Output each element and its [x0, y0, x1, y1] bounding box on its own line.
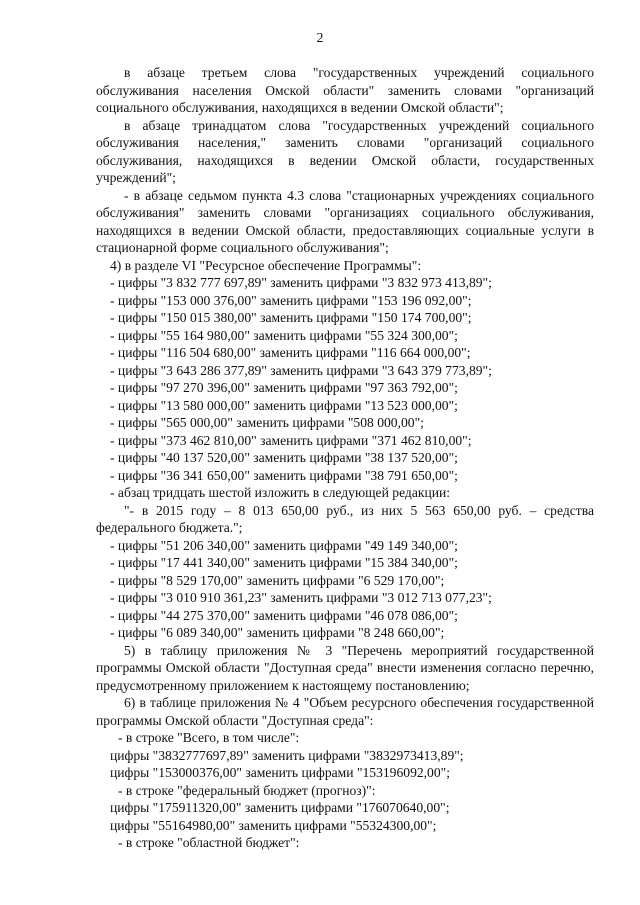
digits-list-2	[96, 537, 594, 642]
list-item: - цифры "3 010 910 361,23" заменить цифрами "3 012 713 077,23";	[110, 590, 492, 605]
list-item: - цифры "40 137 520,00" заменить цифрами "38 137 520,00";	[110, 450, 458, 465]
list-item: - цифры "36 341 650,00" заменить цифрами "38 791 650,00";	[110, 467, 458, 483]
item-6: 6) в таблице приложения № 4 "Объем ресурсного обеспечения государственной программы Омской области "Доступная среда":	[96, 695, 594, 728]
row-federal-line: цифры "175911320,00" заменить цифрами "176070640,00";	[110, 800, 450, 815]
row-total-heading: - в строке "Всего, в том числе":	[118, 730, 300, 745]
row-federal-heading: - в строке "федеральный бюджет (прогноз)":	[118, 782, 376, 798]
digits-list-1	[96, 274, 594, 484]
list-item: - цифры "8 529 170,00" заменить цифрами "6 529 170,00";	[110, 572, 445, 588]
list-item: - цифры "17 441 340,00" заменить цифрами "15 384 340,00";	[110, 555, 458, 570]
row-total-line: цифры "3832777697,89" заменить цифрами "3832973413,89";	[110, 747, 464, 763]
row-total-line: цифры "153000376,00" заменить цифрами "153196092,00";	[110, 765, 450, 780]
list-item: - цифры "51 206 340,00" заменить цифрами "49 149 340,00";	[110, 537, 458, 553]
paragraph-abzac-3: в абзаце третьем слова "государственных учреждений социального обслуживания населения Омской области" заменить словами "организаций социального обслуживания, находящихся в ведении Омской области";	[96, 65, 594, 115]
page-number: 2	[316, 31, 324, 46]
paragraph-abzac-13: в абзаце тринадцатом слова "государственных учреждений социального обслуживания населения," заменить словами "организаций социального обслуживания, находящихся в ведении Омской области, государственных учреждений";	[96, 117, 594, 185]
list-item: - цифры "13 580 000,00" заменить цифрами "13 523 000,00";	[110, 397, 458, 413]
list-item: - цифры "116 504 680,00" заменить цифрами "116 664 000,00";	[110, 345, 471, 360]
list-item: - цифры "3 643 286 377,89" заменить цифрами "3 643 379 773,89";	[110, 362, 492, 378]
row-federal-line: цифры "55164980,00" заменить цифрами "55324300,00";	[110, 817, 437, 833]
list-item: - цифры "373 462 810,00" заменить цифрами "371 462 810,00";	[110, 432, 472, 448]
list-item: - цифры "3 832 777 697,89" заменить цифрами "3 832 973 413,89";	[110, 275, 492, 290]
list-item: - цифры "150 015 380,00" заменить цифрами "150 174 700,00";	[110, 310, 472, 325]
item-5: 5) в таблицу приложения № 3 "Перечень мероприятий государственной программы Омской области "Доступная среда" внести изменения согласно перечню, предусмотренному приложением к настоящему постановлению;	[96, 642, 594, 693]
list-item: - цифры "97 270 396,00" заменить цифрами "97 363 792,00";	[110, 380, 458, 395]
section-4-heading: 4) в разделе VI "Ресурсное обеспечение Программы":	[110, 257, 422, 273]
list-item: - цифры "44 275 370,00" заменить цифрами "46 078 086,00";	[110, 607, 458, 623]
abzac-36-text: "- в 2015 году – 8 013 650,00 руб., из них 5 563 650,00 руб. – средства федерального бюджета.";	[96, 502, 594, 535]
paragraph-punkt-4-3: - в абзаце седьмом пункта 4.3 слова "стационарных учреждениях социального обслуживания" заменить словами "организациях социального обслуживания, находящихся в ведении Омской области, предоставляющих социальные услуги в стационарной форме социального обслуживания";	[96, 187, 594, 255]
row-regional-heading: - в строке "областной бюджет":	[118, 835, 300, 850]
list-item: - цифры "6 089 340,00" заменить цифрами "8 248 660,00";	[110, 625, 445, 640]
list-item: - цифры "565 000,00" заменить цифрами "508 000,00";	[110, 415, 424, 430]
list-item: - цифры "55 164 980,00" заменить цифрами "55 324 300,00";	[110, 327, 458, 343]
list-item: - цифры "153 000 376,00" заменить цифрами "153 196 092,00";	[110, 292, 472, 308]
abzac-36-instruction: - абзац тридцать шестой изложить в следующей редакции:	[110, 485, 451, 500]
